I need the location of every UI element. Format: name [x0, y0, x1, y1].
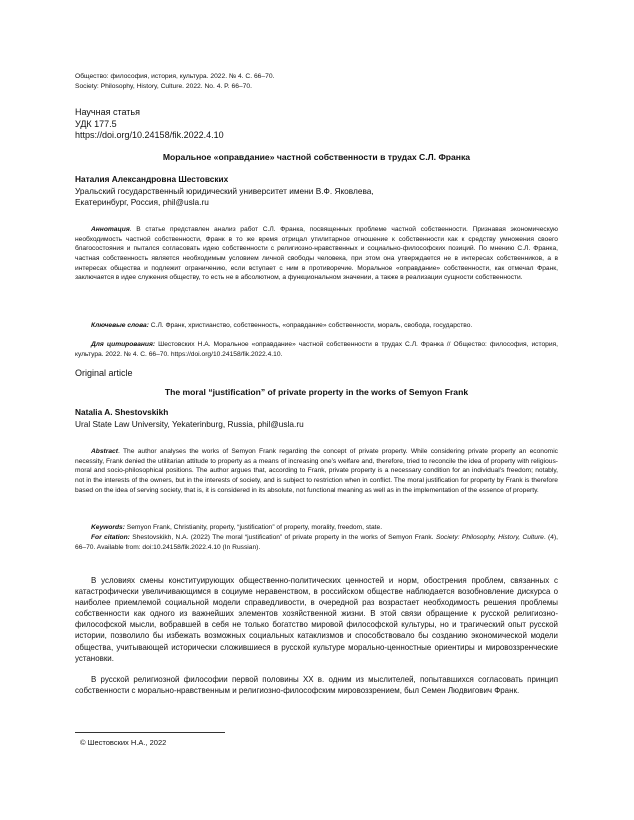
abstract-en [75, 447, 558, 495]
udc-code: УДК 177.5 [75, 118, 117, 129]
abstract-label-en: Abstract [91, 448, 118, 455]
keywords-label-ru: Ключевые слова: [91, 322, 149, 329]
citation-text-ru: Шестовских Н.А. Моральное «оправдание» частной собственности в трудах С.Л. Франка // Общество: философия, история, культура. 2022. № 4. С. 66–70. https://doi.org/10.24158/fik.2022.4.10. [75, 341, 558, 358]
author-name-en: Natalia A. Shestovskikh [75, 407, 169, 417]
abstract-label-ru: Аннотация [91, 226, 130, 233]
article-title-en: The moral “justification” of private property in the works of Semyon Frank [164, 387, 469, 397]
abstract-ru [75, 225, 558, 283]
citation-text-en-1: Shestovskikh, N.A. (2022) The moral “justification” of private property in the works of Semyon Frank. [129, 534, 436, 541]
footnote-divider [75, 732, 225, 733]
citation-text-en-2: . (4), 66–70. Available from: doi:10.24158/fik.2022.4.10 (In Russian). [75, 534, 559, 551]
citation-ru [75, 340, 558, 359]
keywords-label-en: Keywords: [91, 524, 125, 531]
affiliation-en: Ural State Law University, Yekaterinburg, Russia, phil@usla.ru [75, 418, 304, 429]
author-block-ru [75, 174, 374, 209]
body-paragraph-2: В русской религиозной философии первой половины XX в. одним из мыслителей, попытавшихся согласовать принцип собственности с морально-нравственным и религиозно-философским мировоззрением, был Семен Людвигович Франк. [75, 675, 558, 696]
keywords-ru [75, 321, 558, 331]
author-name-ru: Наталия Александровна Шестовских [75, 174, 229, 184]
article-type-en: Original article [75, 368, 133, 378]
author-block-en [75, 407, 304, 430]
keywords-text-ru: С.Л. Франк, христианство, собственность, «оправдание» собственности, мораль, свобода, государство. [148, 322, 473, 329]
affiliation-line-1-ru: Уральский государственный юридический университет имени В.Ф. Яковлева, [75, 185, 374, 196]
keywords-en [75, 523, 558, 533]
abstract-text-ru: . В статье представлен анализ работ С.Л. Франка, посвященных проблеме частной собственности. Признавая экономическую необходимость частной собственности, Франк в то же время отрицал утилитарное отношение к собственности как к средству умножения своего благосостояния и пытался согласовать идею собственности с религиозно-нравственных и социально-философских позиций. По мнению С.Л. Франка, частная собственность является необходимым условием личной свободы человека, при этом она утверждается не в интересах собственников, а в интересах общества и подлежит ограничению, если вступает с ним в противоречие. Моральное «оправдание» собственности, как отмечал Франк, заключается в идее служения обществу, то есть не в абсолютном, а функциональном значении, а также в реализации сущности собственности. [75, 226, 558, 282]
article-title-ru: Моральное «оправдание» частной собственности в трудах С.Л. Франка [162, 152, 471, 162]
keywords-text-en: Semyon Frank, Christianity, property, “justification” of property, morality, freedom, state. [124, 524, 383, 531]
article-type-ru: Научная статья [75, 107, 140, 117]
citation-en [75, 533, 558, 552]
citation-label-en: For citation: [91, 534, 130, 541]
citation-label-ru: Для цитирования: [91, 341, 156, 348]
affiliation-line-2-ru: Екатеринбург, Россия, phil@usla.ru [75, 197, 209, 207]
citation-source-en: Society: Philosophy, History, Culture [435, 534, 544, 541]
journal-line-ru: Общество: философия, история, культура. 2022. № 4. С. 66–70. [75, 73, 275, 80]
article-meta [75, 107, 224, 142]
abstract-text-en: . The author analyses the works of Semyon Frank regarding the concept of private property. While considering private property an economic necessity, Frank denied the utilitarian attitude to property as a means of increasing one’s welfare and, therefore, tried to reconcile the idea of property with religious-moral and socio-philosophical positions. The author argues that, according to Frank, private property is a necessary condition for an individual’s freedom; notably, not in the interests of the owners, but in the interests of society, and is subject to restriction when in conflict. The moral justification for property by Frank is therefore based on the idea of serving society, that is, it is considered in its absolute, not functional meaning as well as in the implementation of the essence of property. [75, 448, 558, 494]
body-paragraph-1: В условиях смены конституирующих общественно-политических ценностей и норм, обострения проблем, связанных с катастрофически увеличивающимся в социуме неравенством, в российском обществе наблюдается возобновление дискурса о наиболее приемлемой социальной модели справедливости, в очередной раз возрастает необходимость решения проблемы собственности как одного из важнейших элементов хозяйственной жизни. В этой связи обращение к русской религиозно-философской мысли, вобравшей в себя не только богатство мировой философской культуры, но и трагический опыт русской истории, позволило бы избежать возможных социальных катаклизмов и способствовало бы созданию экономической модели общества, учитывающей исторически сложившиеся в русской культуре морально-ценностные ориентиры и мировоззренческие установки. [75, 576, 558, 663]
journal-header [75, 72, 555, 92]
doi-link[interactable]: https://doi.org/10.24158/fik.2022.4.10 [75, 130, 224, 140]
footnote-copyright: © Шестовских Н.А., 2022 [80, 738, 167, 747]
journal-line-en: Society: Philosophy, History, Culture. 2022. No. 4. P. 66–70. [75, 83, 252, 90]
